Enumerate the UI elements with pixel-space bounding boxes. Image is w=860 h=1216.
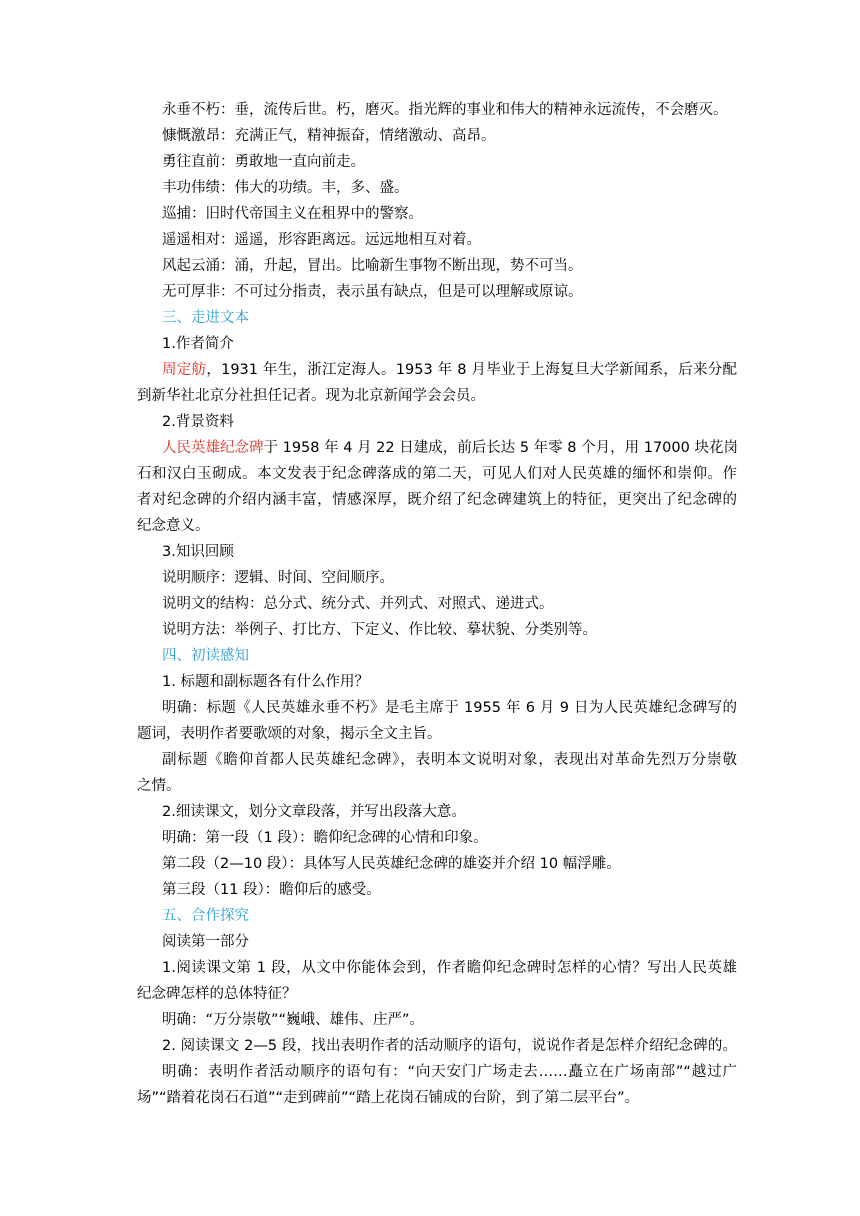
text-run: 于 1958 年 4 月 22 日建成，前后长达 5 年零 8 个月，用 17000 块花岗 — [263, 440, 738, 456]
section-heading: 五、合作探究 — [162, 908, 249, 924]
author-name: 周定舫 — [162, 362, 207, 378]
paragraph-line: 说明文的结构：总分式、统分式、并列式、对照式、递进式。 — [162, 596, 554, 612]
paragraph-line: 纪念意义。 — [137, 518, 210, 534]
monument-name: 人民英雄纪念碑 — [162, 440, 264, 456]
paragraph-line: 明确：标题《人民英雄永垂不朽》是毛主席于 1955 年 6 月 9 日为人民英雄纪念碑写的 — [162, 700, 737, 716]
vocab-item: 丰功伟绩：伟大的功绩。丰，多、盛。 — [162, 180, 409, 196]
paragraph-line: 说明顺序：逻辑、时间、空间顺序。 — [162, 570, 394, 586]
paragraph-line: 说明方法：举例子、打比方、下定义、作比较、摹状貌、分类别等。 — [162, 622, 597, 638]
vocab-item: 勇往直前：勇敢地一直向前走。 — [162, 154, 365, 170]
subsection-title: 1.作者简介 — [162, 336, 234, 352]
paragraph-line: 明确：“万分崇敬”“巍峨、雄伟、庄严”。 — [162, 1012, 425, 1028]
vocab-item: 慷慨激昂：充满正气，精神振奋，情绪激动、高昂。 — [162, 128, 496, 144]
question: 纪念碑怎样的总体特征？ — [137, 986, 297, 1002]
paragraph-line: 明确：第一段（1 段）：瞻仰纪念碑的心情和印象。 — [162, 830, 488, 846]
paragraph-line: 副标题《瞻仰首都人民英雄纪念碑》，表明本文说明对象，表现出对革命先烈万分崇敬 — [162, 752, 737, 768]
paragraph-line — [137, 435, 737, 461]
question: 2.细读课文，划分文章段落，并写出段落大意。 — [162, 804, 466, 820]
paragraph-line: 场”“踏着花岗石石道”“走到碑前”“踏上花岗石铺成的台阶，到了第二层平台”。 — [137, 1090, 640, 1106]
paragraph-line: 之情。 — [137, 778, 181, 794]
subsection-title: 2.背景资料 — [162, 414, 234, 430]
question: 2. 阅读课文 2—5 段，找出表明作者的活动顺序的语句，说说作者是怎样介绍纪念碑的。 — [162, 1038, 737, 1054]
document-body — [137, 97, 737, 1111]
section-heading: 三、走进文本 — [162, 310, 249, 326]
section-heading: 四、初读感知 — [162, 648, 249, 664]
paragraph-line — [137, 357, 737, 383]
vocab-item: 永垂不朽：垂，流传后世。朽，磨灭。指光辉的事业和伟大的精神永远流传，不会磨灭。 — [162, 102, 728, 118]
subsection-title: 3.知识回顾 — [162, 544, 234, 560]
question: 1. 标题和副标题各有什么作用？ — [162, 674, 369, 690]
vocab-item: 巡捕：旧时代帝国主义在租界中的警察。 — [162, 206, 423, 222]
paragraph-line: 到新华社北京分社担任记者。现为北京新闻学会会员。 — [137, 388, 485, 404]
paragraph-line: 者对纪念碑的介绍内涵丰富，情感深厚，既介绍了纪念碑建筑上的特征，更突出了纪念碑的 — [137, 492, 737, 508]
paragraph-line: 第二段（2—10 段）：具体写人民英雄纪念碑的雄姿并介绍 10 幅浮雕。 — [162, 856, 621, 872]
paragraph-line: 题词，表明作者要歌颂的对象，揭示全文主旨。 — [137, 726, 442, 742]
paragraph-line: 明确：表明作者活动顺序的语句有：“向天安门广场走去……矗立在广场南部”“越过广 — [162, 1064, 737, 1080]
paragraph-line: 石和汉白玉砌成。本文发表于纪念碑落成的第二天，可见人们对人民英雄的缅怀和崇仰。作 — [137, 466, 737, 482]
text-run: ，1931 年生，浙江定海人。1953 年 8 月毕业于上海复旦大学新闻系，后来分配 — [206, 362, 738, 378]
paragraph-line: 第三段（11 段）：瞻仰后的感受。 — [162, 882, 381, 898]
question: 1.阅读课文第 1 段，从文中你能体会到，作者瞻仰纪念碑时怎样的心情？写出人民英雄 — [162, 960, 737, 976]
vocab-item: 无可厚非：不可过分指责，表示虽有缺点，但是可以理解或原谅。 — [162, 284, 583, 300]
vocab-item: 风起云涌：涌，升起，冒出。比喻新生事物不断出现，势不可当。 — [162, 258, 583, 274]
subsection-title: 阅读第一部分 — [162, 934, 249, 950]
vocab-item: 遥遥相对：遥遥，形容距离远。远远地相互对着。 — [162, 232, 481, 248]
